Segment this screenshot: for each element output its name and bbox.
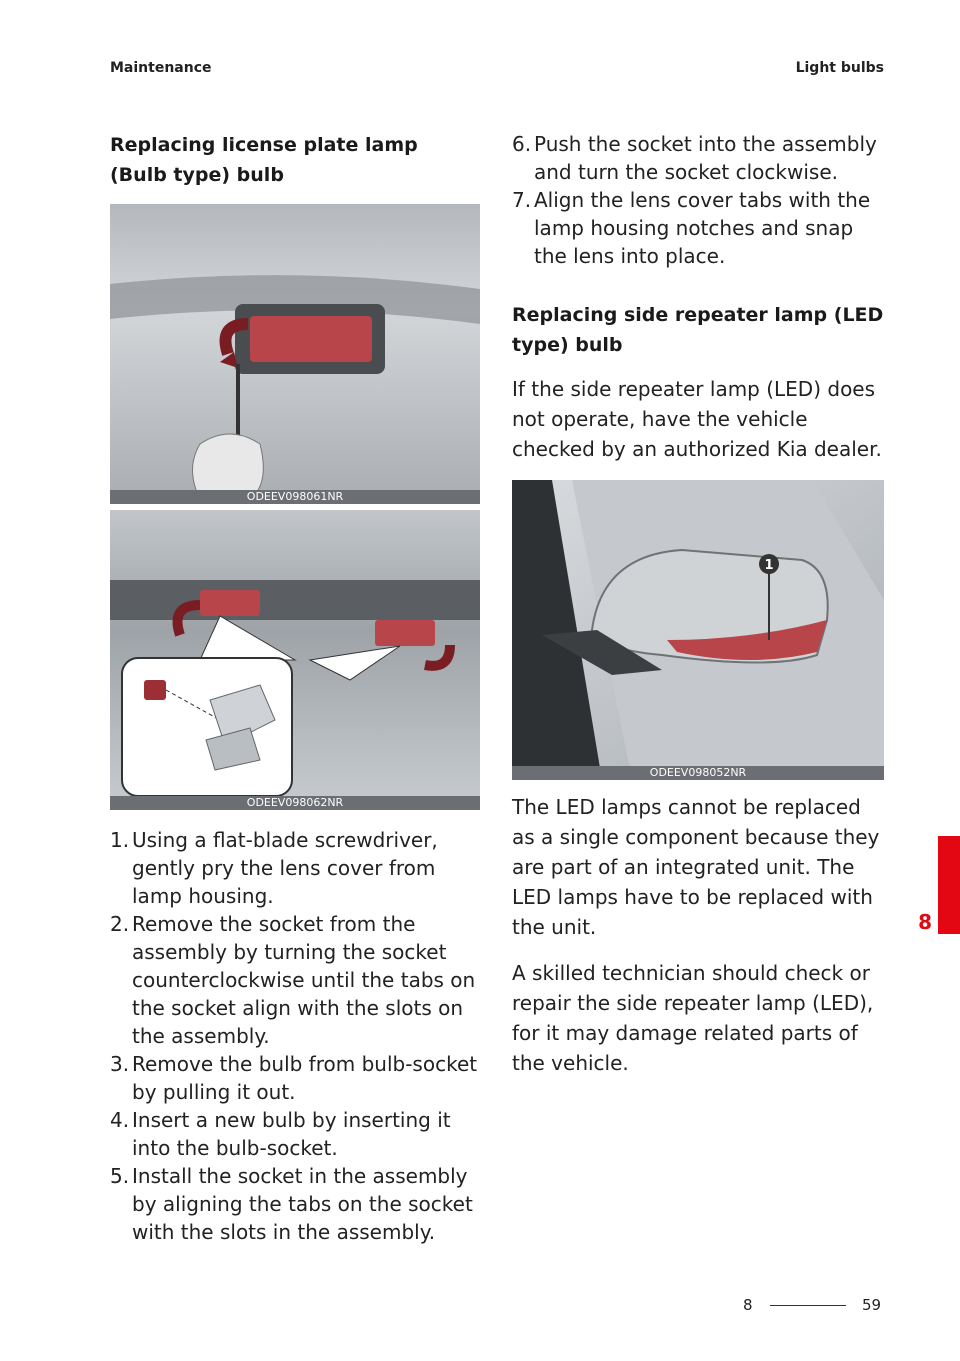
step-text: Push the socket into the assembly and turn the socket clockwise. bbox=[534, 132, 877, 184]
socket-illustration bbox=[110, 510, 480, 810]
header-topic: Light bulbs bbox=[795, 60, 884, 76]
step-text: Align the lens cover tabs with the lamp housing notches and snap the lens into place. bbox=[534, 188, 871, 268]
header-section: Maintenance bbox=[110, 60, 212, 76]
figure3-code: ODEEV098052NR bbox=[512, 766, 884, 780]
step-number: 7. bbox=[512, 188, 532, 212]
footer-page-number: 59 bbox=[862, 1296, 882, 1314]
side-repeater-heading: Replacing side repeater lamp (LED type) bulb bbox=[512, 304, 884, 356]
list-item bbox=[110, 1106, 480, 1162]
figure-license-lamp-socket bbox=[110, 510, 480, 810]
chapter-tab bbox=[938, 836, 960, 934]
list-item bbox=[110, 826, 480, 910]
list-item bbox=[512, 130, 884, 186]
list-item bbox=[110, 1162, 480, 1246]
license-lamp-illustration bbox=[110, 204, 480, 504]
left-column bbox=[110, 130, 480, 1246]
led-paragraph-1: The LED lamps cannot be replaced as a single component because they are part of an integrated unit. The LED lamps have to be replaced with the unit. bbox=[512, 795, 880, 939]
list-item bbox=[110, 1050, 480, 1106]
step-number: 1. bbox=[110, 828, 130, 852]
step-number: 4. bbox=[110, 1108, 130, 1132]
figure-side-mirror bbox=[512, 480, 884, 780]
step-text: Insert a new bulb by inserting it into the bulb-socket. bbox=[132, 1108, 451, 1160]
side-repeater-intro: If the side repeater lamp (LED) does not operate, have the vehicle checked by an authorized Kia dealer. bbox=[512, 377, 882, 461]
step-number: 5. bbox=[110, 1164, 130, 1188]
step-text: Remove the socket from the assembly by turning the socket counterclockwise until the tabs on the socket align with the slots on the assembly. bbox=[132, 912, 476, 1048]
list-item bbox=[110, 910, 480, 1050]
step-number: 2. bbox=[110, 912, 130, 936]
step-number: 3. bbox=[110, 1052, 130, 1076]
license-steps-continued bbox=[512, 130, 884, 270]
figure1-code: ODEEV098061NR bbox=[110, 490, 480, 504]
step-text: Remove the bulb from bulb-socket by pulling it out. bbox=[132, 1052, 478, 1104]
license-plate-heading: Replacing license plate lamp (Bulb type) bulb bbox=[110, 134, 418, 186]
figure-license-lamp-removal bbox=[110, 204, 480, 504]
step-number: 6. bbox=[512, 132, 532, 156]
right-column bbox=[512, 130, 884, 1094]
list-item bbox=[512, 186, 884, 270]
figure2-code: ODEEV098062NR bbox=[110, 796, 480, 810]
side-mirror-illustration bbox=[512, 480, 884, 780]
chapter-tab-number: 8 bbox=[918, 910, 932, 934]
step-text: Install the socket in the assembly by aligning the tabs on the socket with the slots in the assembly. bbox=[132, 1164, 473, 1244]
footer-divider bbox=[770, 1305, 846, 1306]
led-paragraph-2: A skilled technician should check or repair the side repeater lamp (LED), for it may damage related parts of the vehicle. bbox=[512, 961, 874, 1075]
callout-number: 1 bbox=[764, 558, 774, 573]
footer-chapter: 8 bbox=[743, 1296, 753, 1314]
license-steps-list bbox=[110, 826, 480, 1246]
step-text: Using a flat-blade screwdriver, gently pry the lens cover from lamp housing. bbox=[132, 828, 438, 908]
